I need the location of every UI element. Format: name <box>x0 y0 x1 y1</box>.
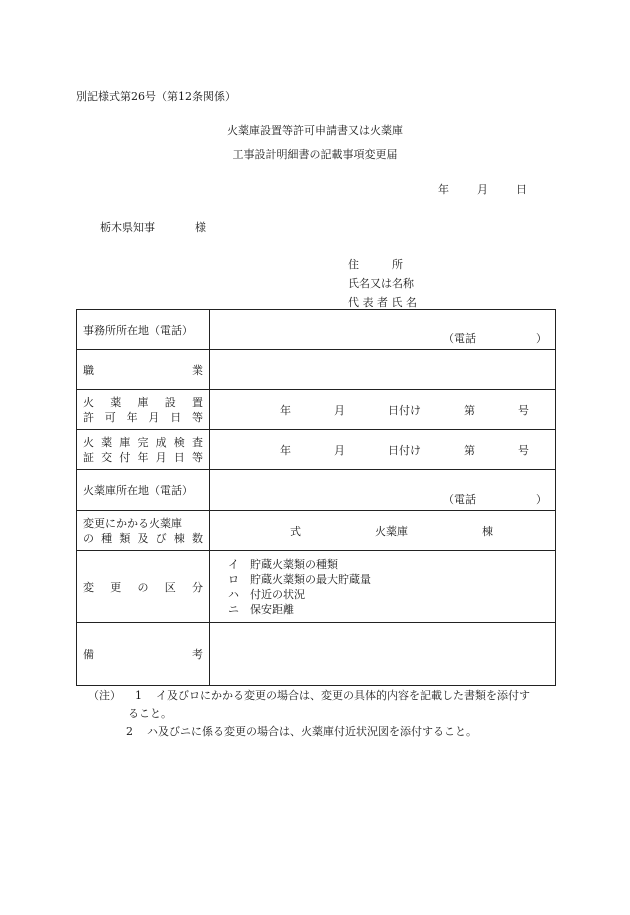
form-number: 別記様式第26号（第12条関係） <box>76 90 236 103</box>
completion-label <box>77 430 210 470</box>
label-char: 及 <box>137 531 149 545</box>
kind-label-line-1: 変更にかかる火薬庫 <box>83 516 182 530</box>
field-day: 日付け <box>388 443 421 457</box>
label-char: 備 <box>83 648 94 661</box>
label-char: 証 <box>83 450 94 464</box>
label-char: の <box>83 531 94 545</box>
row-kind <box>77 511 556 551</box>
note-2-number: 2 <box>126 725 133 738</box>
label-char: 年 <box>126 410 138 424</box>
tel-open: （電話 <box>443 332 476 345</box>
label-char: 類 <box>119 531 131 545</box>
applicant-block <box>348 255 417 312</box>
division-value[interactable] <box>210 551 556 623</box>
field-month: 月 <box>334 403 345 417</box>
label-char: 数 <box>191 531 203 545</box>
field-shiki: 式 <box>290 524 301 538</box>
remarks-label <box>77 623 210 686</box>
label-char: 分 <box>192 580 203 594</box>
label-char: 考 <box>192 648 203 661</box>
field-magazine: 火薬庫 <box>375 524 408 538</box>
date-year: 年 <box>438 183 449 196</box>
tel-close: ） <box>536 493 547 506</box>
label-char: 変 <box>83 580 94 594</box>
permit-label <box>77 390 210 430</box>
label-char: 許 <box>83 410 94 424</box>
label-char: 等 <box>191 450 203 464</box>
row-occupation <box>77 350 556 390</box>
label-char: 薬 <box>110 395 122 409</box>
magazine-tel <box>443 491 547 507</box>
office-label: 事務所所在地（電話） <box>77 310 210 350</box>
magazine-location-value[interactable] <box>210 470 556 511</box>
field-go: 号 <box>518 443 529 457</box>
row-division <box>77 551 556 623</box>
row-permit <box>77 390 556 430</box>
label-char: 設 <box>164 395 176 409</box>
label-char: 等 <box>191 410 203 424</box>
label-char: 完 <box>137 435 149 449</box>
label-char: び <box>155 531 167 545</box>
note-2-text: ハ及びニに係る変更の場合は、火薬庫付近状況図を添付すること。 <box>147 725 477 738</box>
row-remarks <box>77 623 556 686</box>
label-char: 交 <box>101 450 113 464</box>
label-char: 月 <box>155 450 167 464</box>
label-char: 可 <box>104 410 116 424</box>
notes-label: （注） <box>88 689 121 702</box>
kind-value[interactable] <box>210 511 556 551</box>
row-office <box>77 310 556 350</box>
division-item: イ 貯蔵火薬類の種類 <box>228 557 338 571</box>
tel-close: ） <box>536 332 547 345</box>
label-char: 査 <box>191 435 203 449</box>
label-char: 火 <box>83 395 94 409</box>
label-char: 種 <box>101 531 113 545</box>
row-completion <box>77 430 556 470</box>
addressee-honorific: 様 <box>195 221 206 234</box>
label-char: 月 <box>148 410 160 424</box>
occupation-char: 職 <box>83 363 94 377</box>
field-month: 月 <box>334 443 345 457</box>
label-char: 区 <box>164 580 176 594</box>
division-item: ニ 保安距離 <box>228 602 294 616</box>
division-item: ハ 付近の状況 <box>228 587 305 601</box>
label-char: 更 <box>110 580 122 594</box>
label-char: 検 <box>173 435 185 449</box>
row-magazine-location <box>77 470 556 511</box>
date-line <box>438 181 527 197</box>
form-title-line-2: 工事設計明細書の記載事項変更届 <box>232 148 398 161</box>
field-year: 年 <box>280 403 291 417</box>
label-char: 棟 <box>173 531 185 545</box>
field-day: 日付け <box>388 403 421 417</box>
completion-value[interactable] <box>210 430 556 470</box>
division-item: ロ 貯蔵火薬類の最大貯蔵量 <box>228 572 371 586</box>
application-table <box>76 309 556 686</box>
kind-label <box>77 511 210 551</box>
tel-open: （電話 <box>443 493 476 506</box>
address-label: 住 所 <box>348 258 403 271</box>
magazine-location-label: 火薬庫所在地（電話） <box>77 470 210 511</box>
form-title-line-1: 火薬庫設置等許可申請書又は火薬庫 <box>227 124 403 137</box>
date-day: 日 <box>516 183 527 196</box>
field-go: 号 <box>518 403 529 417</box>
label-char: 年 <box>137 450 149 464</box>
label-char: 薬 <box>101 435 113 449</box>
label-char: 庫 <box>137 395 149 409</box>
label-char: 付 <box>119 450 131 464</box>
field-year: 年 <box>280 443 291 457</box>
label-char: 日 <box>170 410 182 424</box>
division-label <box>77 551 210 623</box>
occupation-label <box>77 350 210 390</box>
label-char: 庫 <box>119 435 131 449</box>
permit-value[interactable] <box>210 390 556 430</box>
field-dai: 第 <box>464 443 475 457</box>
label-char: 置 <box>192 395 203 409</box>
addressee-name: 栃木県知事 <box>100 221 155 234</box>
date-month: 月 <box>477 183 488 196</box>
occupation-value[interactable] <box>210 350 556 390</box>
note-1-text: イ及びロにかかる変更の場合は、変更の具体的内容を記載した書類を添付す <box>156 689 530 702</box>
representative-label: 代 表 者 氏 名 <box>348 296 417 309</box>
note-1-continuation: ること。 <box>128 707 172 720</box>
label-char: の <box>137 580 149 594</box>
note-1-number: 1 <box>135 689 142 702</box>
notes <box>88 687 530 741</box>
occupation-char: 業 <box>192 363 203 377</box>
office-value[interactable] <box>210 310 556 350</box>
addressee <box>100 219 206 235</box>
remarks-value[interactable] <box>210 623 556 686</box>
office-tel <box>443 330 547 346</box>
label-char: 成 <box>155 435 167 449</box>
label-char: 火 <box>83 435 94 449</box>
field-mune: 棟 <box>482 524 493 538</box>
label-char: 日 <box>173 450 185 464</box>
name-label: 氏名又は名称 <box>348 277 414 290</box>
field-dai: 第 <box>464 403 475 417</box>
